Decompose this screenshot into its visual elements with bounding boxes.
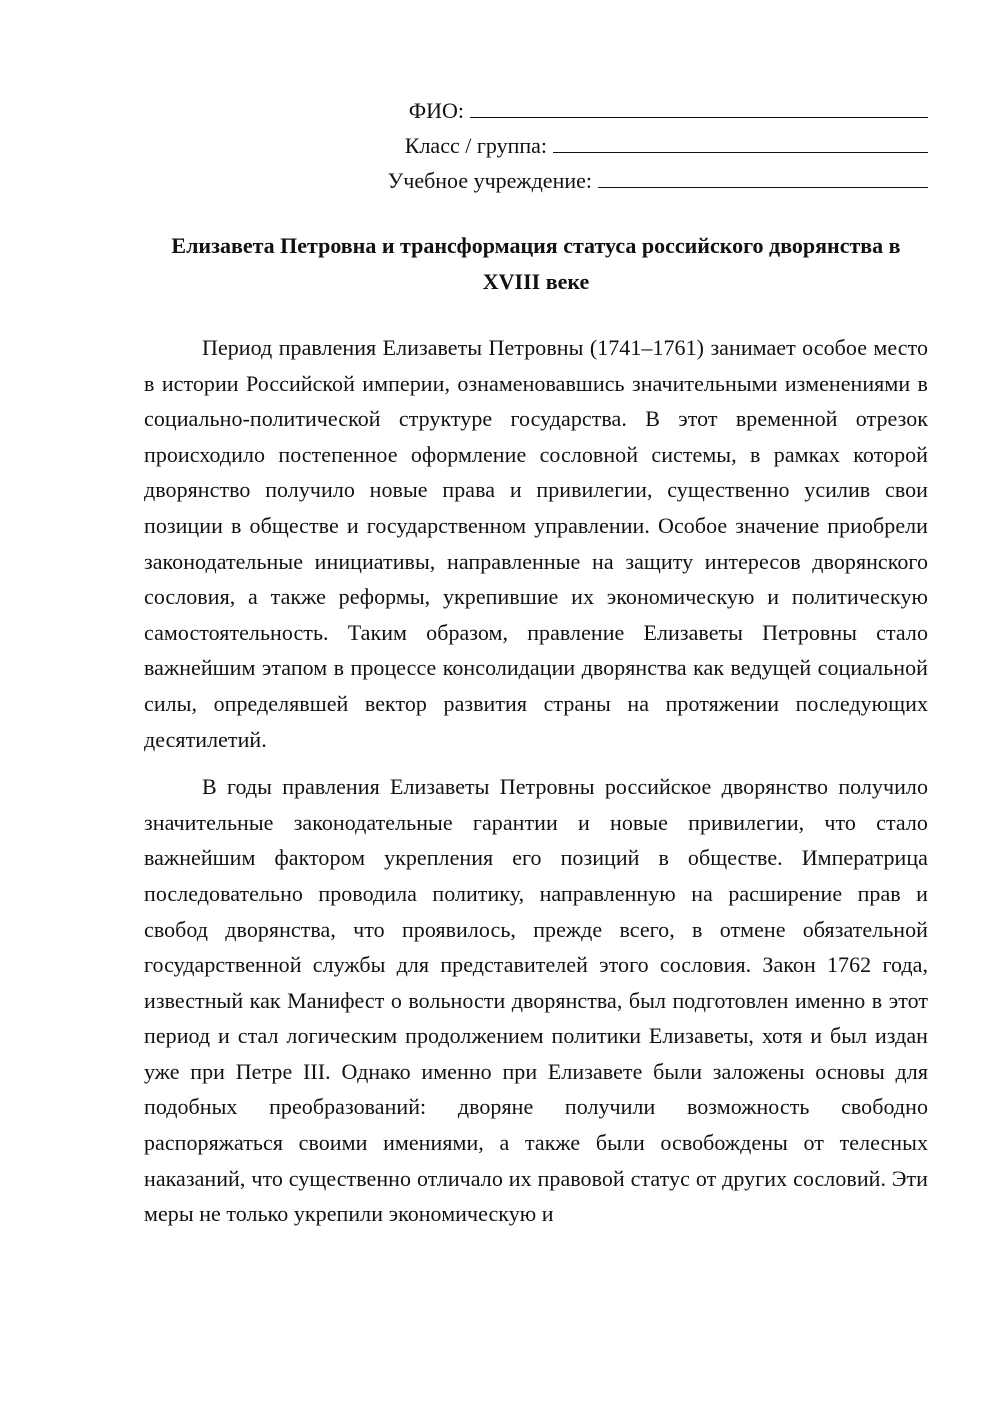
student-info-fields (328, 93, 928, 198)
institution-blank-line (598, 165, 928, 188)
institution-label: Учебное учреждение: (387, 168, 592, 193)
fio-blank-line (470, 95, 928, 118)
fio-field-row (328, 93, 928, 128)
paragraph-1: Период правления Елизаветы Петровны (1741–1761) занимает особое место в истории Российской империи, ознаменовавшись значительными изменениями в социально-политической структуре государства. В этот временной отрезок происходило постепенное оформление сословной системы, в рамках которой дворянство получило новые права и привилегии, существенно усилив свои позиции в обществе и государственном управлении. Особое значение приобрели законодательные инициативы, направленные на защиту интересов дворянского сословия, а также реформы, укрепившие их экономическую и политическую самостоятельность. Таким образом, правление Елизаветы Петровны стало важнейшим этапом в процессе консолидации дворянства как ведущей социальной силы, определявшей вектор развития страны на протяжении последующих десятилетий. (144, 335, 928, 752)
fio-label: ФИО: (408, 98, 464, 123)
document-body (144, 330, 928, 1244)
institution-field-row (328, 163, 928, 198)
paragraph-2: В годы правления Елизаветы Петровны российское дворянство получило значительные законодательные гарантии и новые привилегии, что стало важнейшим фактором укрепления его позиций в обществе. Императрица последовательно проводила политику, направленную на расширение прав и свобод дворянства, что проявилось, прежде всего, в отмене обязательной государственной службы для представителей этого сословия. Закон 1762 года, известный как Манифест о вольности дворянства, был подготовлен именно в этот период и стал логическим продолжением политики Елизаветы, хотя и был издан уже при Петре III. Однако именно при Елизавете были заложены основы для подобных преобразований: дворяне получили возможность свободно распоряжаться своими имениями, а также были освобождены от телесных наказаний, что существенно отличало их правовой статус от других сословий. Эти меры не только укрепили экономическую и (144, 774, 928, 1227)
class-blank-line (553, 130, 928, 153)
document-title: Елизавета Петровна и трансформация статуса российского дворянства в XVIII веке (171, 233, 901, 294)
class-label: Класс / группа: (404, 133, 547, 158)
class-field-row (328, 128, 928, 163)
